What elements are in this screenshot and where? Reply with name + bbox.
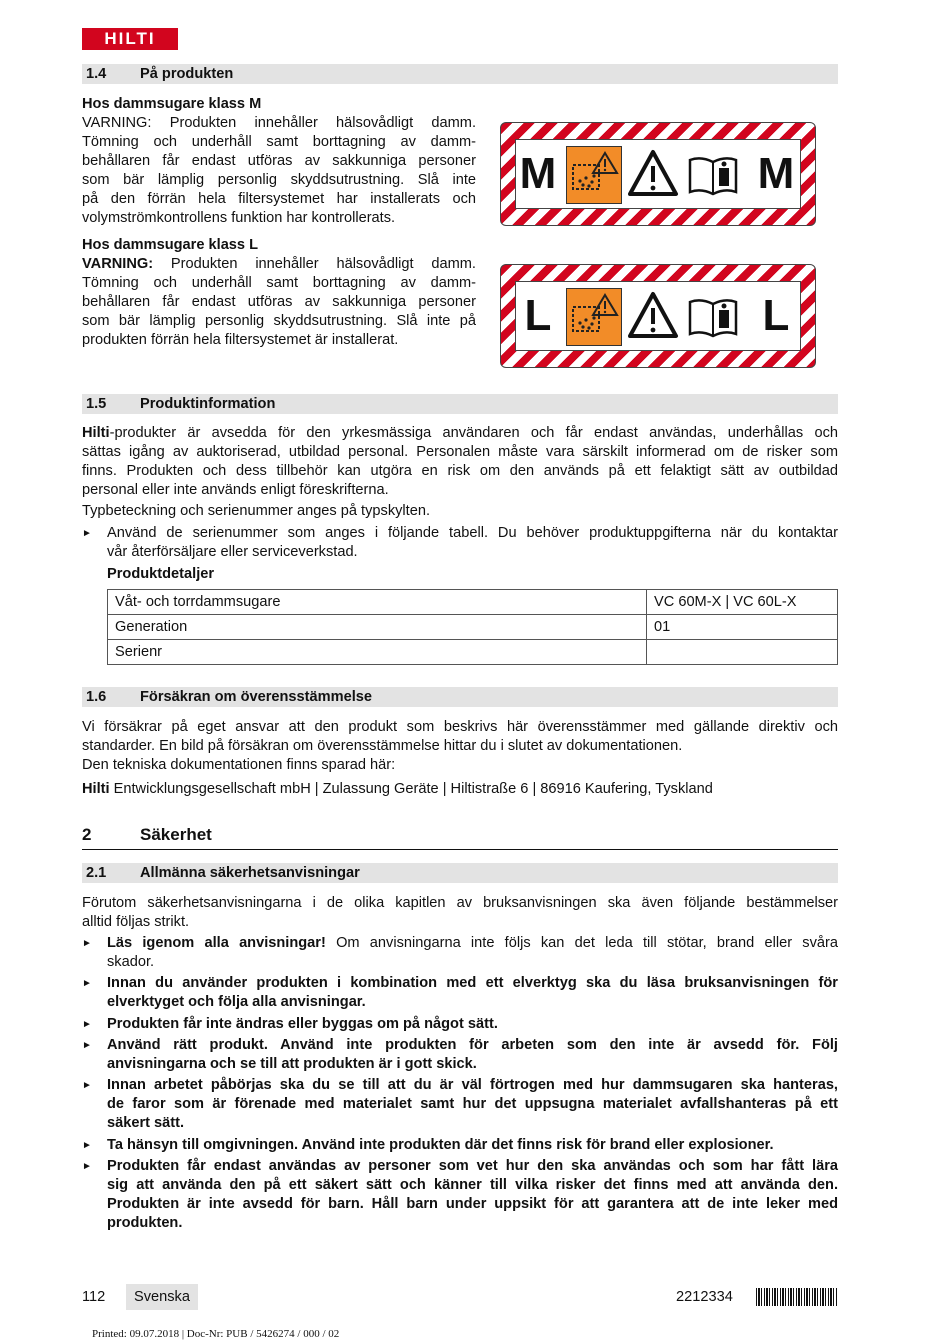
- page-number: 112: [82, 1289, 106, 1305]
- bullet-arrow-icon: ►: [82, 978, 92, 989]
- bullet-arrow-icon: ►: [82, 1161, 92, 1172]
- bullet-arrow-icon: ►: [82, 1040, 92, 1051]
- list-item: ► Använd rätt produkt. Använd inte produkten för arbeten som den inte är avsedd för. Följ anvisningarna och se till att produkten är i gott skick.: [82, 1037, 838, 1072]
- declaration-paragraph: Vi försäkrar på eget ansvar att den produkt som beskrivs här överensstämmer med gällande direktiv och standarder. En bild på försäkran om överensstämmelse hittar du i slutet av dokumentationen. Den tekniska dokumentationen finns sparad här:: [82, 719, 838, 773]
- list-item: ► Innan arbetet påbörjas ska du se till att du är väl förtrogen med hur dammsugaren ska hanteras, de faror som är förenade med materialet samt hur det uppsugna materialet avfallshanteras på ett säkert sätt.: [82, 1077, 838, 1131]
- print-info: Printed: 09.07.2018 | Doc-Nr: PUB / 5426274 / 000 / 02: [92, 1328, 340, 1340]
- section-heading-1-5: 1.5 Produktinformation: [82, 394, 838, 414]
- class-l-line: som bär lämplig personlig skyddsutrustning. Slå inte på: [82, 313, 476, 329]
- address-line: Hilti Entwicklungsgesellschaft mbH | Zulassung Geräte | Hiltistraße 6 | 86916 Kaufering, Tyskland: [82, 781, 713, 797]
- doc-number: 2212334: [676, 1289, 733, 1305]
- class-m-block: [82, 95, 476, 228]
- list-item: ► Ta hänsyn till omgivningen. Använd inte produkten där det finns risk för brand eller explosioner.: [82, 1137, 774, 1153]
- warning-triangle-icon: [626, 146, 680, 202]
- table-title: Produktdetaljer: [107, 566, 215, 582]
- chapter-heading-2: 2 Säkerhet: [82, 825, 838, 850]
- class-l-block: [82, 236, 476, 350]
- bullet-arrow-icon: ►: [82, 1080, 92, 1091]
- class-l-first-line: VARNING: Produkten innehåller hälsovådligt damm.: [82, 256, 476, 272]
- table-row: Våt- och torrdammsugare VC 60M-X | VC 60L-X: [108, 590, 838, 615]
- bullet-arrow-icon: ►: [82, 528, 92, 539]
- class-l-line: behållaren får endast utföras av sakkunniga personer: [82, 294, 476, 310]
- class-m-line: behållaren får endast utföras av sakkunniga personer: [82, 153, 476, 169]
- dust-hazard-icon: [566, 146, 622, 204]
- section-heading-1-4: 1.4 På produkten: [82, 64, 838, 84]
- table-row: Generation 01: [108, 615, 838, 640]
- product-details-table: [107, 589, 838, 665]
- class-m-line: Tömning och underhåll samt borttagning av damm-: [82, 134, 476, 150]
- class-letter-right: L: [762, 291, 790, 340]
- class-l-line: produkten förrän hela filtersystemet är installerat.: [82, 332, 399, 348]
- class-m-line: som bär lämplig personlig skyddsutrustning. Slå inte: [82, 172, 476, 188]
- warning-triangle-icon: [626, 288, 680, 344]
- class-letter-left: M: [519, 149, 557, 198]
- list-item: ► Produkten får endast användas av personer som vet hur den ska användas och som har fått lära sig att använda den på ett säkert sätt och känner till vilka risker det finns med att använda den. Produkten är inte avsedd för barn. Håll barn under uppsikt för att garantera att de inte leker med produkten.: [82, 1158, 838, 1231]
- table-row: Serienr: [108, 640, 838, 665]
- section-heading-2-1: 2.1 Allmänna säkerhetsanvisningar: [82, 863, 838, 883]
- read-manual-icon: [686, 288, 740, 344]
- warning-label-class-l: [500, 264, 816, 368]
- section-heading-1-6: 1.6 Försäkran om överensstämmelse: [82, 687, 838, 707]
- list-item: ► Innan du använder produkten i kombination med ett elverktyg ska du läsa bruksanvisningen för elverktyget och följa alla anvisningar.: [82, 975, 838, 1010]
- class-m-heading: Hos dammsugare klass M: [82, 96, 262, 112]
- class-l-line: Tömning och underhåll samt borttagning av damm-: [82, 275, 476, 291]
- warning-label: VARNING:: [82, 256, 154, 272]
- bullet-arrow-icon: ►: [82, 1140, 92, 1151]
- bullet-arrow-icon: ►: [82, 938, 92, 949]
- read-manual-icon: [686, 146, 740, 202]
- hilti-logo: [82, 28, 178, 50]
- warning-label-class-m: [500, 122, 816, 226]
- class-l-heading: Hos dammsugare klass L: [82, 237, 259, 253]
- class-letter-left: L: [524, 291, 552, 340]
- safety-intro: Förutom säkerhetsanvisningarna i de olika kapitlen av bruksanvisningen ska även följande bestämmelser alltid följas strikt.: [82, 895, 838, 930]
- class-m-line: på den förrän hela filtersystemet har installerats och: [82, 191, 476, 207]
- barcode: [756, 1288, 838, 1306]
- product-info-paragraph: Hilti-produkter är avsedda för den yrkesmässiga användaren och får endast användas, underhållas och sättas igång av auktoriserad, utbildad personal. Personalen måste vara särskilt informerad om de risker som finns. Produkten och dess tillbehör kan utgöra en risk om den används på ett felaktigt sätt av outbildad personal eller inte används enligt föreskrifterna.: [82, 425, 838, 498]
- class-m-line: volymströmkontrollens funktion har kontrollerats.: [82, 210, 396, 226]
- dust-hazard-icon: [566, 288, 622, 346]
- list-item: ► Använd de serienummer som anges i följande tabell. Du behöver produktuppgifterna när du kontaktar vår återförsäljare eller serviceverkstad.: [82, 525, 838, 560]
- logo-text: HILTI: [104, 29, 156, 48]
- class-m-line: VARNING: Produkten innehåller hälsovådligt damm.: [82, 115, 476, 131]
- list-item: ► Läs igenom alla anvisningar! Om anvisningarna inte följs kan det leda till stötar, brand eller svåra skador.: [82, 935, 838, 970]
- type-plate-note: Typbeteckning och serienummer anges på typskylten.: [82, 503, 431, 519]
- bullet-arrow-icon: ►: [82, 1019, 92, 1030]
- list-item: ► Produkten får inte ändras eller byggas om på något sätt.: [82, 1016, 498, 1032]
- language-badge: Svenska: [126, 1284, 198, 1310]
- class-letter-right: M: [757, 149, 795, 198]
